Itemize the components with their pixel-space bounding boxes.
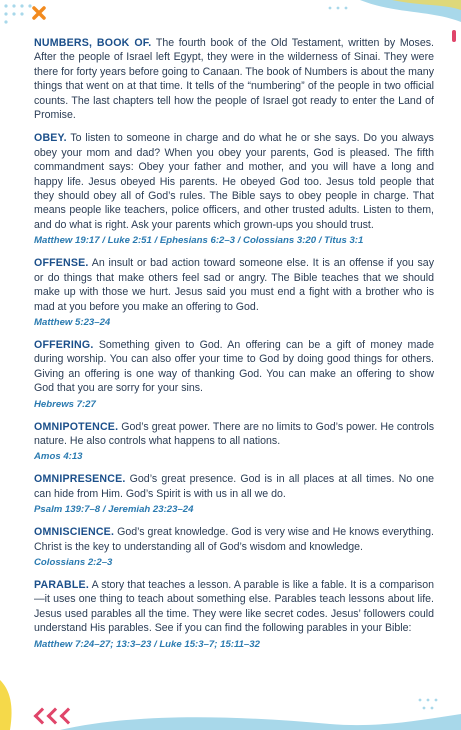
entry-text — [34, 420, 434, 449]
entry-definition: The fourth book of the Old Testament, written by Moses. After the people of Israel left Egypt, they were in the wilderness of Sinai. They were there for forty years before going to Canaan. The book of Numbers is about the many things that went on at that time. It tells of the “numbering” of the people in two official counts. The last chapters tell how the people of Israel got ready to enter the Land of Promise. — [34, 37, 434, 122]
glossary-entry-offering — [34, 338, 434, 411]
entry-definition: To listen to someone in charge and do what he or she says. Do you always obey your mom and dad? When you obey your parents, God is pleased. The fifth commandment says: Obey your father and mother, and you will have a long and happy life. Jesus obeyed His parents. He obeyed God too. Jesus told people that they should obey all of God’s rules. The Bible says to obey people in charge. That means people like teachers, police officers, and other trusted adults. Listen to them, and do what is right. Ask your parents which grown-ups you should trust. — [34, 132, 434, 231]
entry-text — [34, 256, 434, 314]
entry-text — [34, 525, 434, 554]
glossary-entry-offense — [34, 256, 434, 329]
entry-term: NUMBERS, BOOK OF. — [34, 37, 152, 49]
dots-pattern — [329, 7, 348, 10]
scripture-references: Colossians 2:2–3 — [34, 556, 113, 568]
entry-text — [34, 472, 434, 501]
wave-swoosh — [360, 0, 461, 22]
glossary-entry-omnipotence — [34, 420, 434, 464]
entry-text — [34, 578, 434, 636]
wave-swoosh — [0, 680, 12, 730]
scripture-references: Matthew 5:23–24 — [34, 316, 111, 328]
dots-pattern — [4, 4, 31, 23]
glossary-entry-numbers — [34, 36, 434, 122]
glossary-entry-omniscience — [34, 525, 434, 569]
glossary-entry-omnipresence — [34, 472, 434, 516]
entry-definition: God’s great knowledge. God is very wise and He knows everything. Christ is the key to understanding all of God’s wisdom and knowledge. — [34, 526, 434, 553]
entry-definition: Something given to God. An offering can be a gift of money made during worship. You can also offer your time to God by doing good things for others. Giving an offering is one way of thanking God. You can make an offering to show God that you are sorry for your sins. — [34, 338, 434, 395]
entry-definition: An insult or bad action toward someone else. It is an offense if you say or do things that make others feel sad or angry. The Bible teaches that we should make up with those we hurt. Jesus said you must end a fight with a brother who is mad at you before you make an offering to God. — [34, 257, 434, 313]
entry-term: OMNIPOTENCE. — [34, 420, 119, 433]
scripture-references: Hebrews 7:27 — [34, 398, 96, 410]
dots-pattern — [419, 699, 438, 710]
entry-term: OFFENSE. — [34, 257, 89, 270]
chevron-left-icon — [60, 708, 77, 725]
entry-term: PARABLE. — [34, 578, 89, 591]
entry-text — [34, 131, 434, 232]
entry-term: OMNISCIENCE. — [34, 526, 115, 539]
scripture-references: Psalm 139:7–8 / Jeremiah 23:23–24 — [34, 504, 194, 516]
glossary-page — [34, 36, 434, 660]
glossary-entry-parable — [34, 578, 434, 651]
entry-definition: God’s great power. There are no limits to God’s power. He controls nature. He also controls what happens to all nations. — [34, 420, 434, 447]
x-mark-icon — [34, 8, 44, 18]
entry-definition: God’s great presence. God is in all places at all times. No one can hide from Him. God’s Spirit is with us in all we do. — [34, 473, 434, 500]
entry-text — [34, 338, 434, 396]
entry-definition: A story that teaches a lesson. A parable is like a fable. It is a comparison—it uses one thing to teach about something else. Parables teach lessons about life. Jesus used parables all the time. They were like secret codes. Jesus’ followers could understand His parables. See if you can find the following parables in your Bible: — [34, 578, 434, 635]
entry-term: OBEY. — [34, 132, 67, 145]
x-mark-icon — [452, 30, 456, 42]
scripture-references: Matthew 19:17 / Luke 2:51 / Ephesians 6:2–3 / Colossians 3:20 / Titus 3:1 — [34, 235, 364, 247]
entry-text — [34, 36, 434, 122]
wave-swoosh — [60, 714, 461, 730]
scripture-references: Matthew 7:24–27; 13:3–23 / Luke 15:3–7; 15:11–32 — [34, 638, 260, 650]
glossary-entry-obey — [34, 131, 434, 247]
entry-term: OFFERING. — [34, 338, 94, 351]
chevron-left-icon — [36, 710, 75, 722]
scripture-references: Amos 4:13 — [34, 451, 83, 463]
wave-swoosh — [392, 0, 461, 10]
entry-term: OMNIPRESENCE. — [34, 473, 126, 486]
